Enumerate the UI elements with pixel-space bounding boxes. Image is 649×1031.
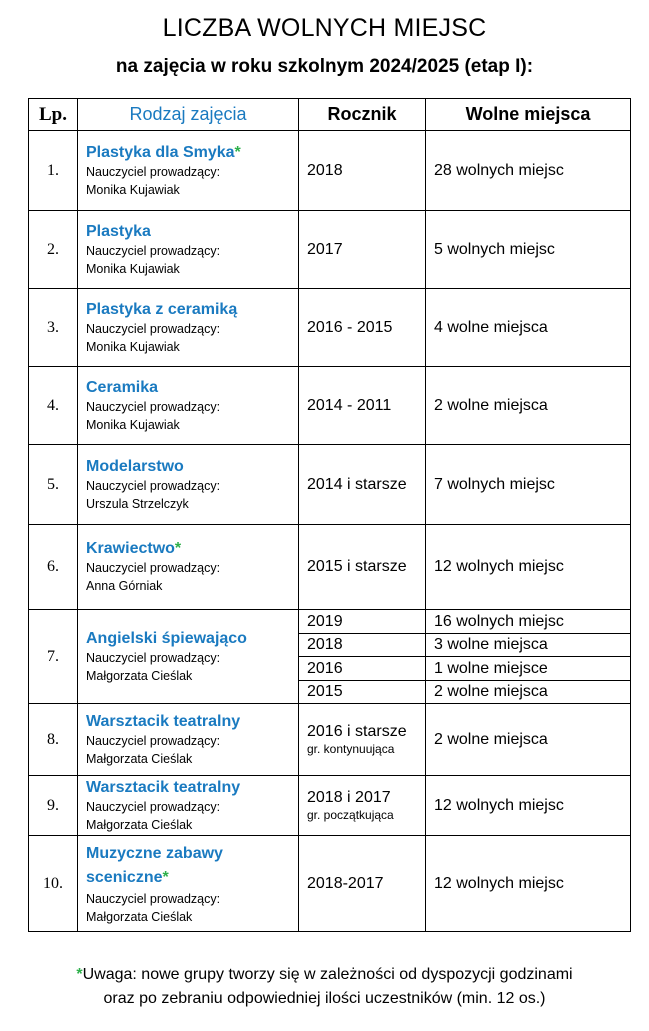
row-number: 1. — [29, 131, 78, 211]
star-marker: * — [162, 868, 169, 886]
course-cell — [78, 445, 299, 525]
course-cell — [78, 367, 299, 445]
rocznik-cell: 2019 — [299, 610, 426, 634]
teacher-label: Nauczyciel prowadzący: — [86, 164, 221, 179]
rocznik-value: 2016 i starsze — [307, 722, 407, 740]
teacher-name: Monika Kujawiak — [86, 261, 180, 276]
wolne-cell: 12 wolnych miejsc — [426, 776, 631, 836]
teacher-label: Nauczyciel prowadzący: — [86, 650, 221, 665]
course-name: Krawiectwo — [86, 540, 175, 557]
page-title: LICZBA WOLNYCH MIEJSC — [162, 14, 487, 42]
footnote-line-2: oraz po zebraniu odpowiedniej ilości uczestników (min. 12 os.) — [103, 990, 546, 1007]
rocznik-cell: 2015 i starsze — [299, 525, 426, 610]
wolne-cell: 2 wolne miejsca — [426, 681, 631, 704]
teacher-label: Nauczyciel prowadzący: — [86, 399, 221, 414]
course-cell — [78, 131, 299, 211]
rocznik-cell — [299, 776, 426, 836]
row-number: 10. — [29, 836, 78, 932]
star-marker: * — [174, 540, 182, 557]
wolne-cell: 12 wolnych miejsc — [426, 525, 631, 610]
teacher-name: Małgorzata Cieślak — [86, 817, 193, 832]
teacher-name: Małgorzata Cieślak — [86, 909, 193, 924]
wolne-cell: 2 wolne miejsca — [426, 704, 631, 776]
rocznik-cell: 2016 — [299, 657, 426, 681]
wolne-cell: 28 wolnych miejsc — [426, 131, 631, 211]
footnote-line-1: Uwaga: nowe grupy tworzy się w zależności od dyspozycji godzinami — [82, 966, 573, 983]
teacher-name: Małgorzata Cieślak — [86, 668, 193, 683]
course-cell — [78, 289, 299, 367]
table-row — [29, 776, 631, 836]
course-name: Modelarstwo — [86, 457, 184, 475]
group-note: gr. początkująca — [307, 807, 394, 822]
teacher-name: Monika Kujawiak — [86, 182, 180, 197]
page-subtitle: na zajęcia w roku szkolnym 2024/2025 (etap I): — [115, 56, 534, 77]
header-rocznik: Rocznik — [299, 99, 426, 131]
wolne-cell: 4 wolne miejsca — [426, 289, 631, 367]
rocznik-cell — [299, 704, 426, 776]
teacher-label: Nauczyciel prowadzący: — [86, 733, 221, 748]
rocznik-cell: 2015 — [299, 681, 426, 704]
footnote — [0, 963, 649, 1011]
teacher-label: Nauczyciel prowadzący: — [86, 321, 221, 336]
star-marker: * — [234, 143, 241, 161]
table-row — [29, 367, 631, 445]
table-row — [29, 704, 631, 776]
wolne-cell: 7 wolnych miejsc — [426, 445, 631, 525]
course-cell — [78, 610, 299, 704]
row-number: 9. — [29, 776, 78, 836]
teacher-name: Monika Kujawiak — [86, 339, 180, 354]
table-row — [29, 610, 631, 634]
course-name: Plastyka z ceramiką — [86, 300, 238, 318]
course-cell — [78, 836, 299, 932]
row-number: 2. — [29, 211, 78, 289]
rocznik-cell: 2014 - 2011 — [299, 367, 426, 445]
teacher-label: Nauczyciel prowadzący: — [86, 799, 221, 814]
teacher-label: Nauczyciel prowadzący: — [86, 561, 221, 575]
course-name: Plastyka — [86, 222, 151, 240]
course-cell — [78, 704, 299, 776]
table-row — [29, 836, 631, 932]
star-marker: * — [76, 966, 83, 983]
row-number: 7. — [29, 610, 78, 704]
rocznik-cell: 2018-2017 — [299, 836, 426, 932]
rocznik-value: 2018 i 2017 — [307, 788, 391, 806]
table-row — [29, 525, 631, 610]
header-wolne: Wolne miejsca — [426, 99, 631, 131]
teacher-label: Nauczyciel prowadzący: — [86, 478, 221, 493]
course-cell — [78, 211, 299, 289]
free-places-table — [28, 98, 631, 932]
course-cell — [78, 776, 299, 836]
wolne-cell: 1 wolne miejsce — [426, 657, 631, 681]
row-number: 5. — [29, 445, 78, 525]
course-name: Plastyka dla Smyka — [86, 143, 235, 161]
wolne-cell: 16 wolnych miejsc — [426, 610, 631, 634]
rocznik-cell: 2018 — [299, 131, 426, 211]
rocznik-cell: 2014 i starsze — [299, 445, 426, 525]
row-number: 8. — [29, 704, 78, 776]
table-row — [29, 289, 631, 367]
wolne-cell: 5 wolnych miejsc — [426, 211, 631, 289]
wolne-cell: 3 wolne miejsca — [426, 634, 631, 657]
wolne-cell: 2 wolne miejsca — [426, 367, 631, 445]
row-number: 6. — [29, 525, 78, 610]
rocznik-cell: 2016 - 2015 — [299, 289, 426, 367]
wolne-cell: 12 wolnych miejsc — [426, 836, 631, 932]
rocznik-cell: 2017 — [299, 211, 426, 289]
table-row — [29, 131, 631, 211]
course-name: Warsztacik teatralny — [86, 712, 241, 730]
teacher-name: Monika Kujawiak — [86, 417, 180, 432]
table-row — [29, 445, 631, 525]
group-note: gr. kontynuująca — [307, 741, 395, 756]
teacher-label: Nauczyciel prowadzący: — [86, 891, 221, 906]
teacher-name: Anna Górniak — [86, 579, 163, 593]
row-number: 4. — [29, 367, 78, 445]
course-name: Warsztacik teatralny — [86, 778, 241, 796]
teacher-label: Nauczyciel prowadzący: — [86, 243, 221, 258]
rocznik-cell: 2018 — [299, 634, 426, 657]
table-row — [29, 211, 631, 289]
course-name: Muzyczne zabawy sceniczne — [86, 844, 223, 886]
course-name: Ceramika — [86, 378, 159, 396]
header-lp: Lp. — [29, 99, 78, 131]
course-cell — [78, 525, 299, 610]
teacher-name: Urszula Strzelczyk — [86, 496, 189, 511]
header-rodzaj: Rodzaj zajęcia — [78, 99, 299, 131]
teacher-name: Małgorzata Cieślak — [86, 751, 193, 766]
course-name: Angielski śpiewająco — [86, 629, 247, 647]
table-header-row — [29, 99, 631, 131]
row-number: 3. — [29, 289, 78, 367]
